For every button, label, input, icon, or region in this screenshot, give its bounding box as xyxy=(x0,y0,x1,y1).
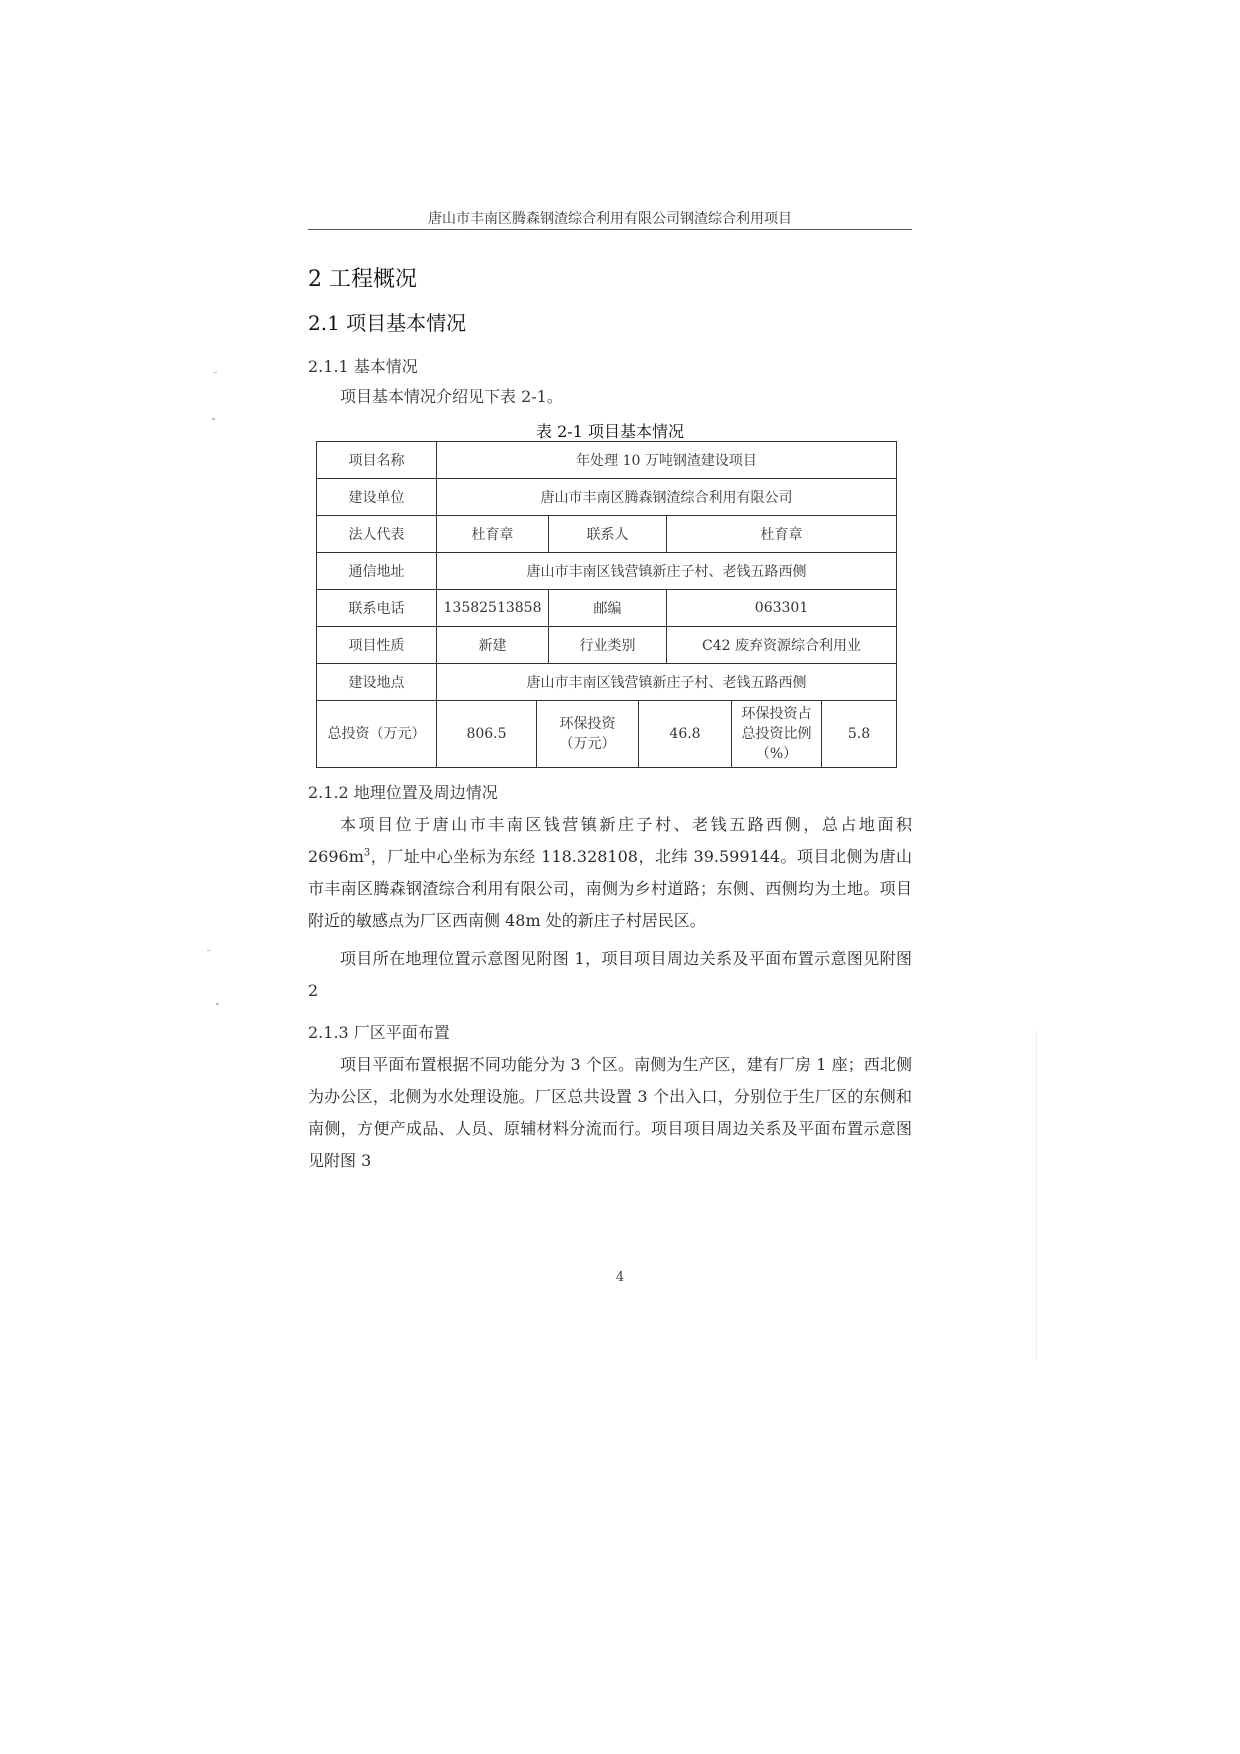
row-value: 年处理 10 万吨钢渣建设项目 xyxy=(437,442,897,479)
subsection-heading-location: 2.1.2 地理位置及周边情况 xyxy=(308,783,498,802)
row-value: 806.5 xyxy=(437,701,537,768)
running-header: 唐山市丰南区腾森钢渣综合利用有限公司钢渣综合利用项目 xyxy=(428,211,792,227)
row-value: 唐山市丰南区钱营镇新庄子村、老钱五路西侧 xyxy=(437,553,897,590)
layout-paragraph: 项目平面布置根据不同功能分为 3 个区。南侧为生产区，建有厂房 1 座；西北侧为办公区，北侧为水处理设施。厂区总共设置 3 个出入口，分别位于生厂区的东侧和南侧，方便产成品、人员、原辅材料分流而行。项目项目周边关系及平面布置示意图见附图 3 xyxy=(308,1055,912,1170)
table-row xyxy=(317,553,897,590)
section-heading: 2.1 项目基本情况 xyxy=(308,311,467,335)
row-value: 唐山市丰南区腾森钢渣综合利用有限公司 xyxy=(437,479,897,516)
location-text-pre: 本项目位于唐山市丰南区钱营镇新庄子村、老钱五路西侧，总占地面积 2696m xyxy=(308,815,912,866)
row-label: 通信地址 xyxy=(317,553,437,590)
row-label: 项目名称 xyxy=(317,442,437,479)
row-label-secondary: 联系人 xyxy=(549,516,667,553)
subsection-heading-basic: 2.1.1 基本情况 xyxy=(308,357,418,376)
row-value-secondary: 46.8 xyxy=(639,701,732,768)
row-label: 总投资（万元） xyxy=(317,701,437,768)
label-line: （万元） xyxy=(559,736,616,752)
row-value: 13582513858 xyxy=(437,590,549,627)
subsection-heading-layout: 2.1.3 厂区平面布置 xyxy=(308,1023,450,1042)
row-value-secondary: C42 废弃资源综合利用业 xyxy=(667,627,897,664)
table-row xyxy=(317,627,897,664)
location-figure-reference: 项目所在地理位置示意图见附图 1，项目项目周边关系及平面布置示意图见附图 2 xyxy=(308,949,912,1000)
table-row xyxy=(317,590,897,627)
table-row xyxy=(317,516,897,553)
scan-speck xyxy=(207,950,210,951)
row-value-secondary: 063301 xyxy=(667,590,897,627)
label-line: 总投资比例 xyxy=(741,726,812,742)
project-info-table xyxy=(316,441,897,768)
table-row xyxy=(317,664,897,701)
row-label-secondary: 行业类别 xyxy=(549,627,667,664)
row-label-secondary xyxy=(537,701,639,768)
scan-speck xyxy=(216,1003,219,1005)
page-number: 4 xyxy=(615,1270,625,1285)
row-label: 联系电话 xyxy=(317,590,437,627)
row-value: 新建 xyxy=(437,627,549,664)
row-value-secondary: 杜育章 xyxy=(667,516,897,553)
label-line: （%） xyxy=(755,746,798,762)
row-label-tertiary xyxy=(732,701,822,768)
scan-speck xyxy=(214,372,217,373)
table-row xyxy=(317,701,897,768)
label-line: 环保投资占 xyxy=(741,706,812,722)
row-value: 唐山市丰南区钱营镇新庄子村、老钱五路西侧 xyxy=(437,664,897,701)
row-label: 项目性质 xyxy=(317,627,437,664)
row-value-tertiary: 5.8 xyxy=(822,701,897,768)
header-rule xyxy=(308,229,912,230)
row-value: 杜育章 xyxy=(437,516,549,553)
table-intro-text: 项目基本情况介绍见下表 2-1。 xyxy=(340,387,563,406)
table-row xyxy=(317,442,897,479)
label-line: 环保投资 xyxy=(559,716,616,732)
location-paragraph xyxy=(308,809,912,937)
row-label: 法人代表 xyxy=(317,516,437,553)
table-row xyxy=(317,479,897,516)
row-label: 建设地点 xyxy=(317,664,437,701)
scan-speck xyxy=(212,418,215,420)
location-text-post: ，厂址中心坐标为东经 118.328108，北纬 39.599144。项目北侧为唐山市丰南区腾森钢渣综合利用有限公司，南侧为乡村道路；东侧、西侧均为土地。项目附近的敏感点为厂区西南侧 48m 处的新庄子村居民区。 xyxy=(308,847,912,930)
table-caption: 表 2-1 项目基本情况 xyxy=(536,422,684,441)
scan-edge-line xyxy=(1036,1030,1037,1360)
area-unit-superscript: 3 xyxy=(363,847,371,859)
row-label-secondary: 邮编 xyxy=(549,590,667,627)
chapter-heading: 2 工程概况 xyxy=(308,267,417,292)
row-label: 建设单位 xyxy=(317,479,437,516)
